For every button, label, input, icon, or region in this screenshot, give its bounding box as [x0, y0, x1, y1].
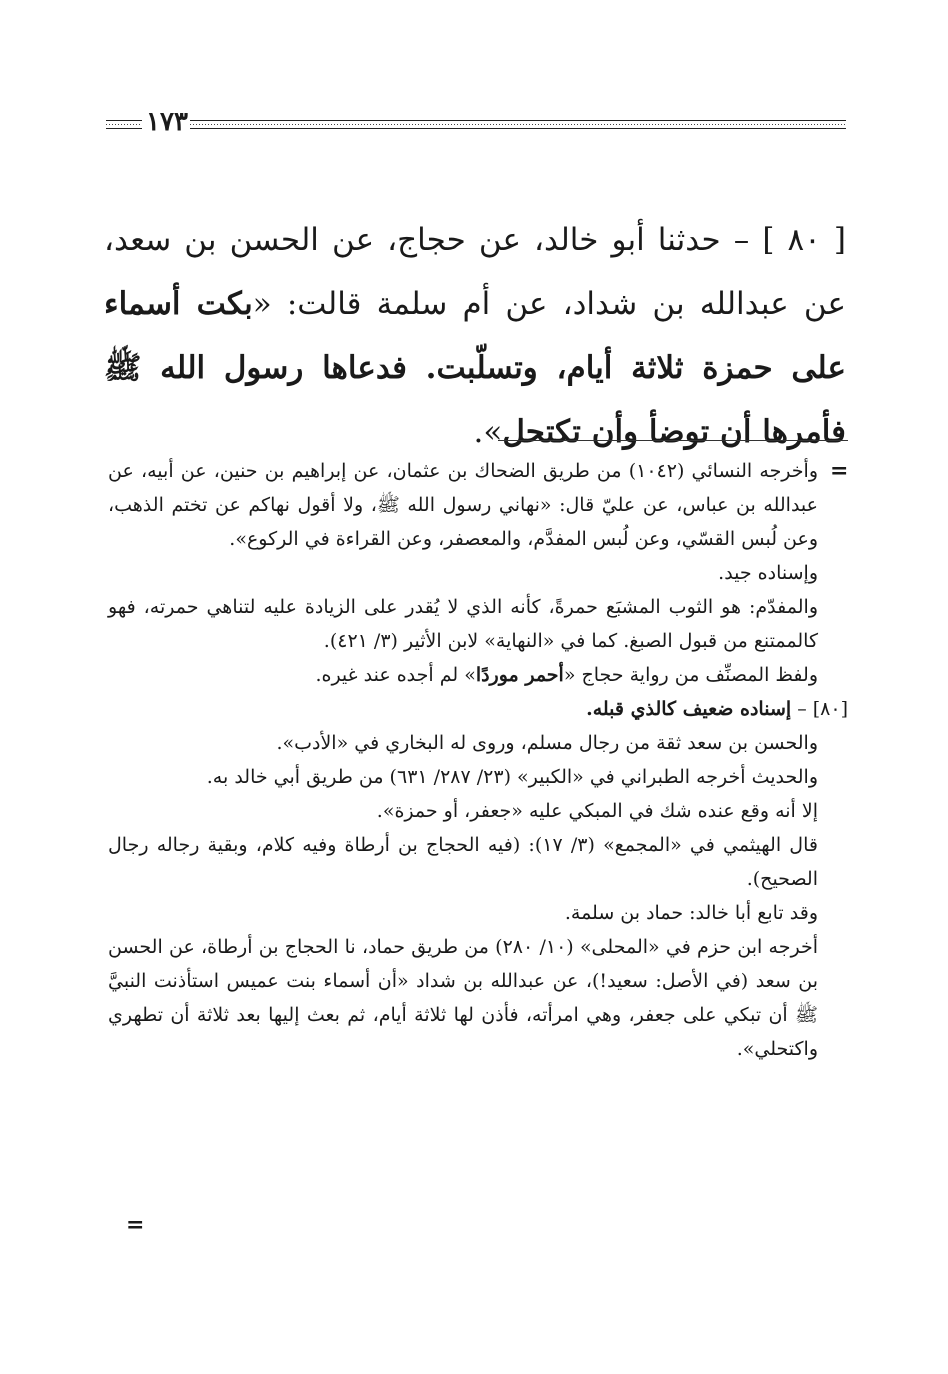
hadith-text: [104, 208, 846, 464]
footnote-paragraph: إلا أنه وقع عنده شك في المبكي عليه «جعفر، أو حمزة».: [376, 800, 818, 822]
footnote-paragraph: والمفدّم: هو الثوب المشبَع حمرةً، كأنه الذي لا يُقدر على الزيادة عليه لتناهي حمرته، فهو كالممتنع من قبول الصبغ. كما في «النهاية» لابن الأثير (٣/ ٤٢١).: [108, 596, 818, 652]
footnote-paragraph: وقد تابع أبا خالد: حماد بن سلمة.: [564, 902, 818, 924]
header-rule-right: [190, 120, 846, 129]
header-rule-left: [106, 120, 142, 129]
footnotes: [108, 454, 848, 1066]
continuation-marker: =: [830, 458, 849, 484]
footnote-paragraph: وإسناده جيد.: [718, 562, 818, 584]
footnote-paragraph: ولفظ المصنِّف من رواية حجاج «أحمر موردًا» لم أجده عند غيره.: [315, 664, 818, 686]
continuation-marker-end: =: [126, 1212, 145, 1238]
hadith-matn: بكت أسماء على حمزة ثلاثة أيام، وتسلّبت. فدعاها رسول الله ﷺ فأمرها أن توضأ وأن تكتحل: [104, 286, 846, 450]
footnote-heading: [٨٠] – إسناده ضعيف كالذي قبله.: [586, 698, 848, 720]
page-header: [106, 107, 846, 137]
footnote-paragraph: قال الهيثمي في «المجمع» (٣/ ١٧): (فيه الحجاج بن أرطاة وفيه كلام، وبقية رجاله رجال الصحيح).: [108, 834, 818, 890]
hadith-number: [ ٨٠ ]: [762, 222, 847, 258]
footnote-paragraph: والحسن بن سعد ثقة من رجال مسلم، وروى له البخاري في «الأدب».: [276, 732, 818, 754]
footnote-paragraph: والحديث أخرجه الطبراني في «الكبير» (٢٣/ ٢٨٧/ ٦٣١) من طريق أبي خالد به.: [206, 766, 818, 788]
page-number: ١٧٣: [146, 107, 188, 137]
footnote-paragraph: وأخرجه النسائي (١٠٤٢) من طريق الضحاك بن عثمان، عن إبراهيم بن حنين، عن أبيه، عن عبدالله بن عباس، عن عليّ قال: «نهاني رسول الله ﷺ، ولا أقول نهاكم عن تختم الذهب، وعن لُبس القسّي، وعن لُبس المفدَّم، والمعصفر، وعن القراءة في الركوع».: [108, 460, 818, 550]
hadith-paragraph: [ ٨٠ ] – حدثنا أبو خالد، عن حجاج، عن الحسن بن سعد، عن عبدالله بن شداد، عن أم سلمة قالت: «بكت أسماء على حمزة ثلاثة أيام، وتسلّبت. فدعاها رسول الله ﷺ فأمرها أن توضأ وأن تكتحل».: [104, 222, 847, 450]
footnote-paragraph: أخرجه ابن حزم في «المحلى» (١٠/ ٢٨٠) من طريق حماد، نا الحجاج بن أرطاة، عن الحسن بن سعد (في الأصل: سعيد!)، عن عبدالله بن شداد «أن أسماء بنت عميس استأذنت النبيَّ ﷺ أن تبكي على جعفر، وهي امرأته، فأذن لها ثلاثة أيام، ثم بعث إليها بعد ثلاثة أن تطهري واكتحلي».: [108, 936, 818, 1060]
footnote-divider: [498, 440, 848, 441]
